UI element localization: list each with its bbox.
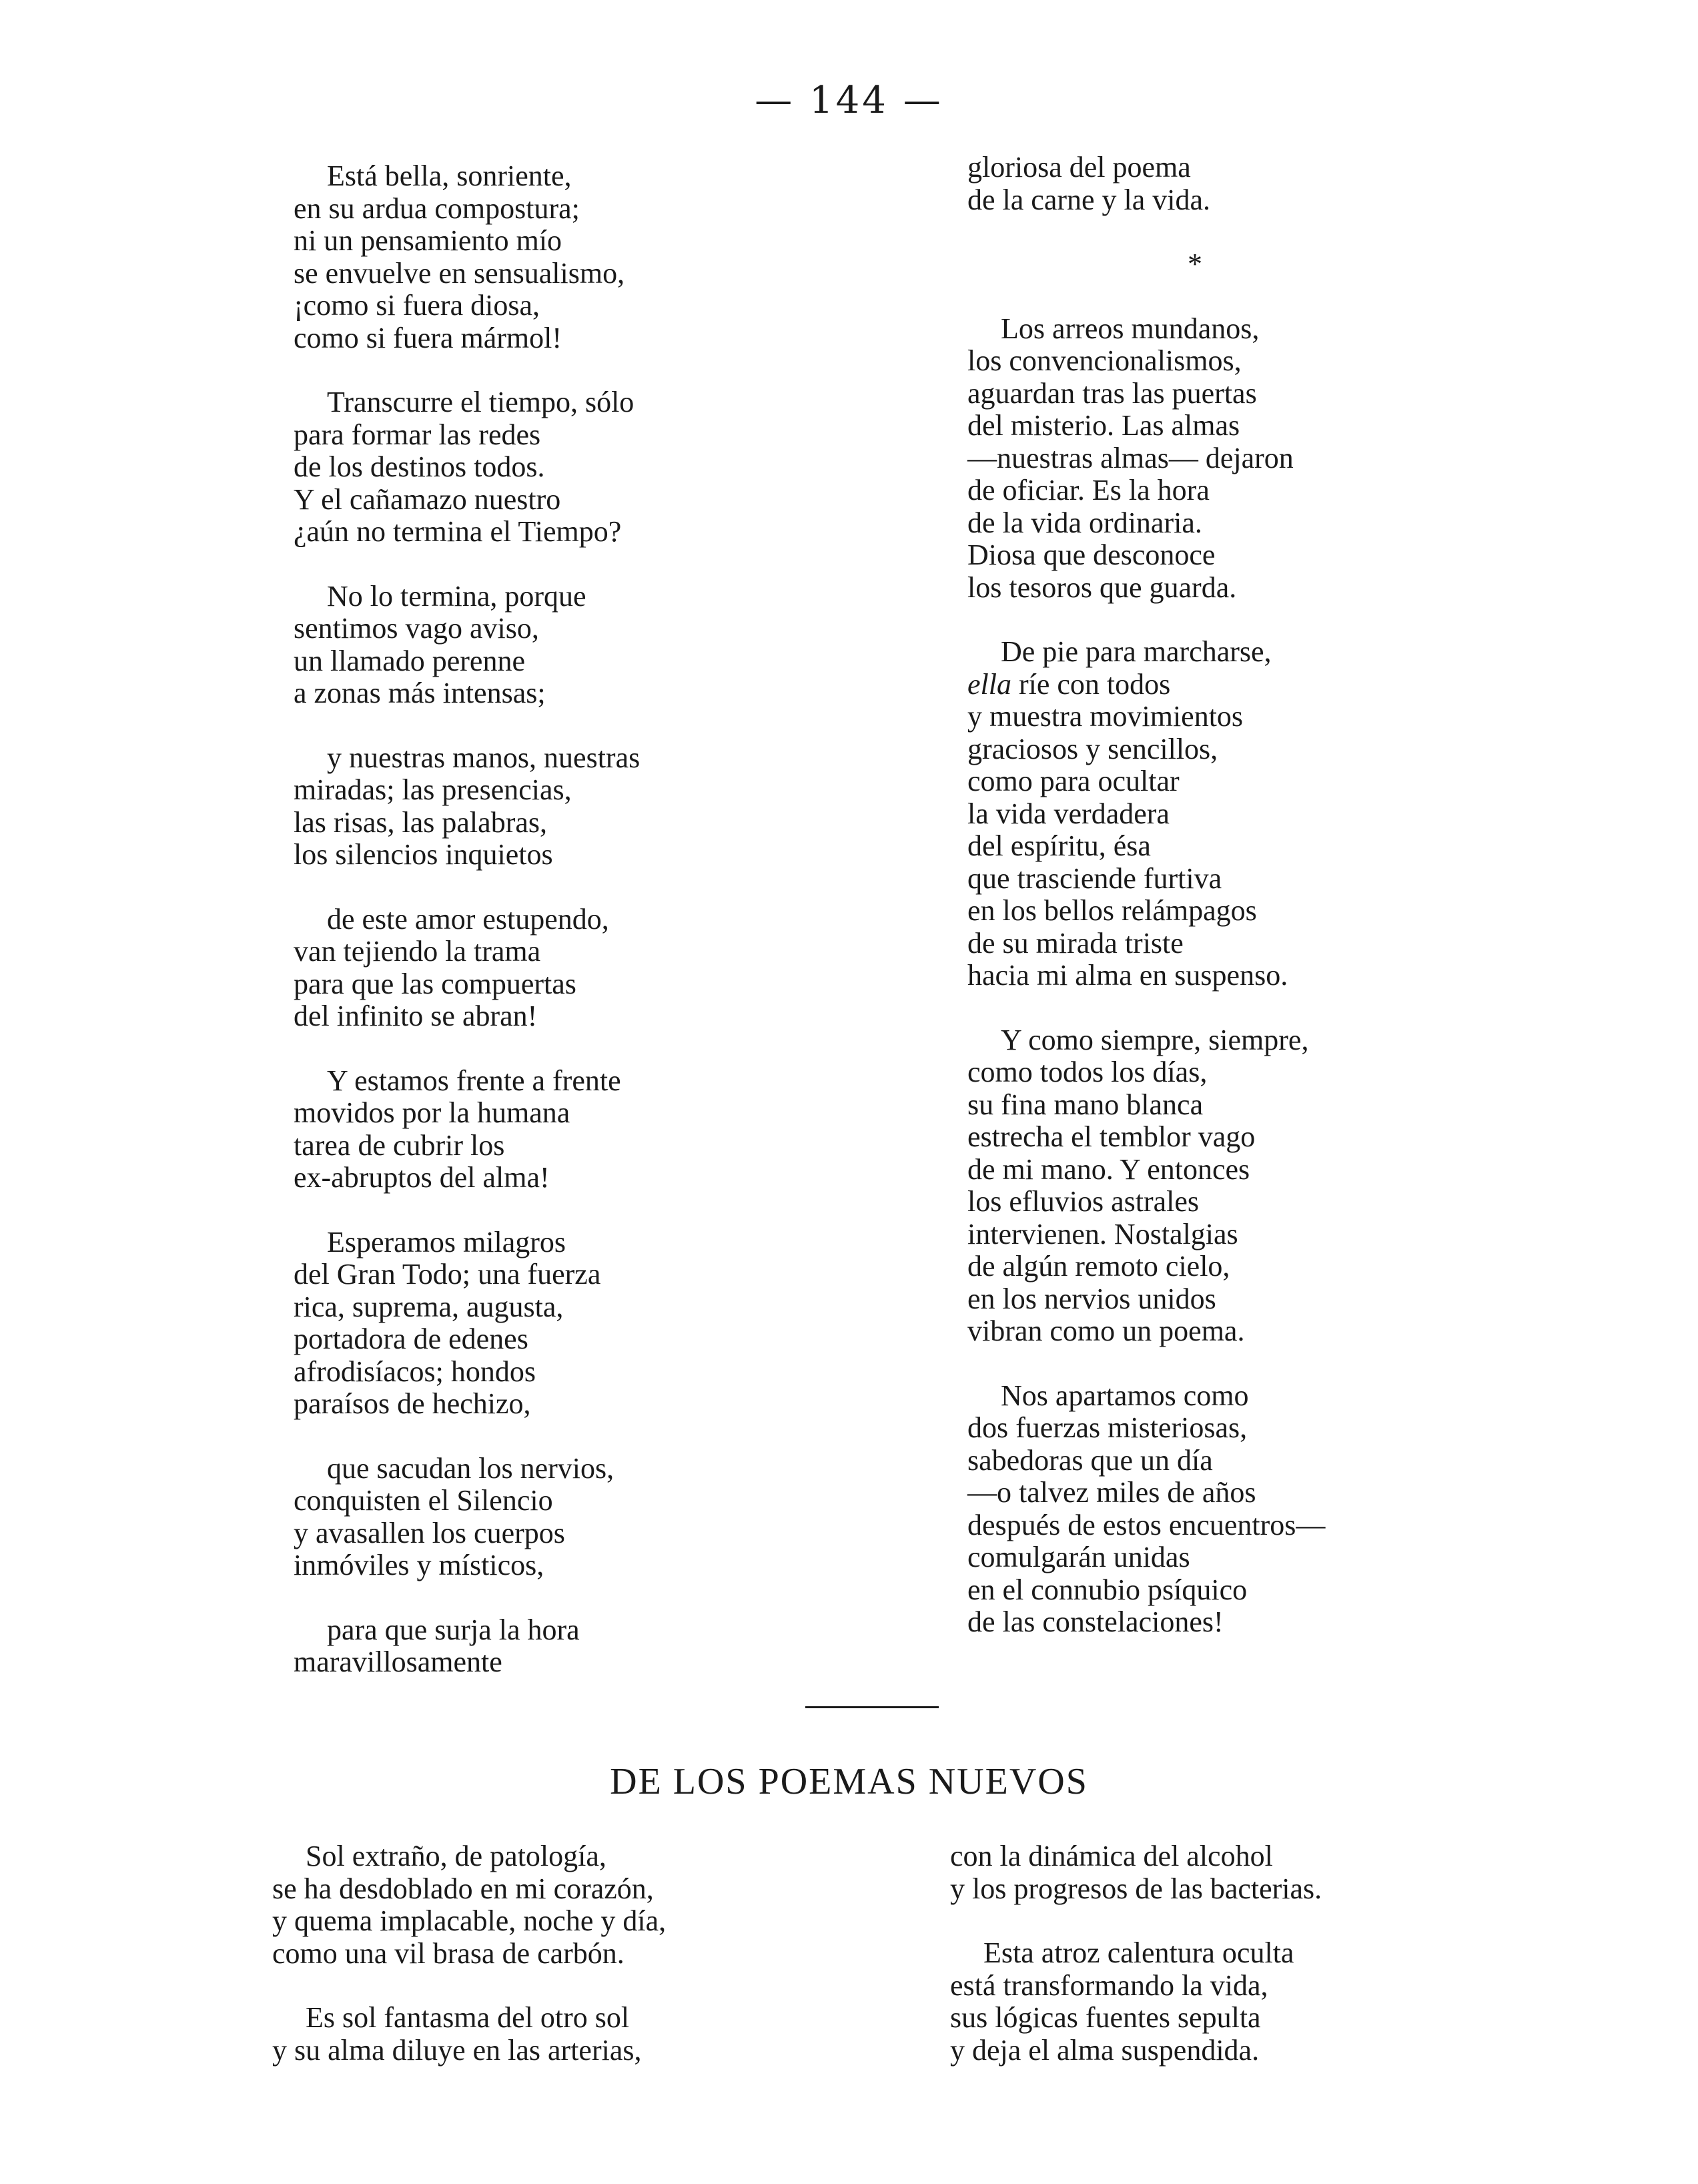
- poem-line: los silencios inquietos: [294, 838, 553, 871]
- poem-line: para que surja la hora: [327, 1613, 580, 1646]
- stanza: [294, 386, 640, 549]
- poem-line: después de estos encuentros—: [967, 1508, 1326, 1541]
- poem-line: en los bellos relámpagos: [967, 894, 1257, 927]
- poem-line: un llamado perenne: [294, 644, 525, 677]
- poem-line: —nuestras almas— dejaron: [967, 441, 1294, 474]
- poem-line: con la dinámica del alcohol: [950, 1840, 1273, 1872]
- poem-line: del Gran Todo; una fuerza: [294, 1258, 601, 1291]
- right-column: [967, 151, 1325, 1671]
- poem-line: conquisten el Silencio: [294, 1484, 553, 1517]
- poem-line: graciosos y sencillos,: [967, 732, 1218, 765]
- poem-line: como para ocultar: [967, 765, 1180, 797]
- poem-line: rica, suprema, augusta,: [294, 1290, 564, 1323]
- poem-line: Los arreos mundanos,: [1001, 312, 1260, 345]
- stanza: [294, 581, 640, 710]
- poem-line: vibran como un poema.: [967, 1315, 1245, 1347]
- poem-line: a zonas más intensas;: [294, 677, 546, 709]
- poem-line: gloriosa del poema: [967, 151, 1191, 184]
- poem-line: de la vida ordinaria.: [967, 506, 1202, 539]
- poem-line: los tesoros que guarda.: [967, 571, 1237, 604]
- poem-line: De pie para marcharse,: [1001, 635, 1272, 668]
- poem-line: como si fuera mármol!: [294, 321, 562, 354]
- stanza: [294, 742, 640, 871]
- stanza: [272, 2002, 666, 2067]
- poem-line: sus lógicas fuentes sepulta: [950, 2001, 1261, 2034]
- poem-line: como una vil brasa de carbón.: [272, 1936, 624, 1970]
- poem-line: de su mirada triste: [967, 926, 1184, 960]
- left-column: [294, 160, 640, 1711]
- poem-line: de mi mano. Y entonces: [967, 1152, 1250, 1186]
- stanza: [294, 1453, 640, 1582]
- poem-line: y los progresos de las bacterias.: [950, 1872, 1322, 1905]
- poem-line: portadora de edenes: [294, 1323, 528, 1355]
- poem-line: hacia mi alma en suspenso.: [967, 959, 1288, 992]
- poem-line: Está bella, sonriente,: [327, 159, 572, 192]
- poem-line: dos fuerzas misteriosas,: [967, 1411, 1248, 1444]
- poem-line: y su alma diluye en las arterias,: [272, 2033, 642, 2067]
- poem-line: se envuelve en sensualismo,: [294, 256, 625, 290]
- poem-line: en su ardua compostura;: [294, 192, 580, 225]
- poem-line: —o talvez miles de años: [967, 1476, 1256, 1509]
- poem-line: Esta atroz calentura oculta: [983, 1936, 1294, 1969]
- poem-line: que trasciende furtiva: [967, 861, 1222, 895]
- poem-line: Diosa que desconoce: [967, 538, 1216, 571]
- stanza: [967, 1024, 1325, 1348]
- poem-line: y muestra movimientos: [967, 700, 1244, 733]
- poem-line: de la carne y la vida.: [967, 183, 1211, 216]
- poem-line: tarea de cubrir los: [294, 1128, 505, 1162]
- stanza: [950, 1937, 1322, 2067]
- poem-line: ¡como si fuera diosa,: [294, 289, 540, 322]
- poem-line: los convencionalismos,: [967, 344, 1242, 377]
- stanza: [967, 636, 1325, 992]
- stanza: [967, 313, 1325, 605]
- stanza: [294, 1065, 640, 1194]
- poem-line: aguardan tras las puertas: [967, 376, 1257, 410]
- poem-line: ex-abruptos del alma!: [294, 1161, 550, 1194]
- poem-line: comulgarán unidas: [967, 1541, 1190, 1573]
- stanza: [294, 903, 640, 1033]
- poem-line: la vida verdadera: [967, 797, 1170, 830]
- poem-line: en el connubio psíquico: [967, 1573, 1248, 1606]
- poem-line: de algún remoto cielo,: [967, 1250, 1230, 1283]
- poem-line: las risas, las palabras,: [294, 805, 547, 839]
- poem-line: Sol extraño, de patología,: [306, 1840, 606, 1872]
- stanza: [294, 160, 640, 354]
- section-title: DE LOS POEMAS NUEVOS: [610, 1761, 1088, 1802]
- stanza: [272, 1840, 666, 1970]
- poem-line: Esperamos milagros: [327, 1225, 566, 1258]
- stanza: [294, 1226, 640, 1421]
- poem-line: Y el cañamazo nuestro: [294, 482, 561, 516]
- page-number: — 144 —: [755, 79, 943, 122]
- poem-line: para formar las redes: [294, 418, 541, 451]
- poem-line: como todos los días,: [967, 1056, 1208, 1088]
- section-left-column: [272, 1840, 666, 2099]
- poem-line: de las constelaciones!: [967, 1605, 1224, 1638]
- poem-line: su fina mano blanca: [967, 1088, 1204, 1121]
- poem-line: del misterio. Las almas: [967, 409, 1240, 442]
- poem-line: maravillosamente: [294, 1646, 502, 1678]
- poem-line: miradas; las presencias,: [294, 773, 572, 806]
- poem-line: Y estamos frente a frente: [327, 1064, 621, 1097]
- poem-line: estrecha el temblor vago: [967, 1120, 1256, 1153]
- poem-line: ¿aún no termina el Tiempo?: [294, 515, 622, 548]
- poem-line: que sacudan los nervios,: [327, 1451, 614, 1485]
- poem-line: y avasallen los cuerpos: [294, 1516, 565, 1549]
- poem-line: movidos por la humana: [294, 1096, 570, 1129]
- poem-line: y deja el alma suspendida.: [950, 2033, 1260, 2067]
- poem-line: intervienen. Nostalgias: [967, 1217, 1238, 1250]
- poem-line: para que las compuertas: [294, 967, 576, 1000]
- poem-line: y quema implacable, noche y día,: [272, 1904, 667, 1937]
- stanza-continuation: [967, 151, 1325, 216]
- section-right-column: [950, 1840, 1322, 2099]
- poem-line: Transcurre el tiempo, sólo: [327, 386, 634, 418]
- stanza: [950, 1840, 1322, 1905]
- poem-line: Es sol fantasma del otro sol: [306, 2001, 630, 2034]
- stanza: [294, 1614, 640, 1679]
- poem-line: los efluvios astrales: [967, 1185, 1200, 1218]
- poem-line: sentimos vago aviso,: [294, 612, 539, 645]
- section-divider: [805, 1706, 939, 1708]
- stanza: [967, 1380, 1325, 1639]
- poem-line: Nos apartamos como: [1001, 1379, 1249, 1412]
- poem-line: van tejiendo la trama: [294, 935, 541, 968]
- poem-line: afrodisíacos; hondos: [294, 1355, 536, 1388]
- poem-line: ni un pensamiento mío: [294, 224, 562, 257]
- poem-line: Y como siempre, siempre,: [1001, 1023, 1309, 1056]
- poem-line: paraísos de hechizo,: [294, 1387, 531, 1420]
- poem-line: está transformando la vida,: [950, 1968, 1268, 2002]
- poem-line: se ha desdoblado en mi corazón,: [272, 1872, 654, 1905]
- poem-line: inmóviles y místicos,: [294, 1549, 544, 1581]
- poem-line: del infinito se abran!: [294, 1000, 538, 1032]
- poem-line: de este amor estupendo,: [327, 902, 609, 936]
- emphasis: ella: [967, 667, 1011, 701]
- poem-line: sabedoras que un día: [967, 1443, 1213, 1477]
- poem-line: del espíritu, ésa: [967, 829, 1151, 862]
- poem-line: de oficiar. Es la hora: [967, 474, 1210, 506]
- poem-line: en los nervios unidos: [967, 1282, 1216, 1315]
- poem-line: ella ríe con todos: [967, 667, 1171, 701]
- poem-line: y nuestras manos, nuestras: [327, 741, 641, 774]
- asterisk-separator: *: [1188, 248, 1202, 280]
- poem-line: No lo termina, porque: [327, 579, 586, 613]
- poem-line: de los destinos todos.: [294, 450, 545, 483]
